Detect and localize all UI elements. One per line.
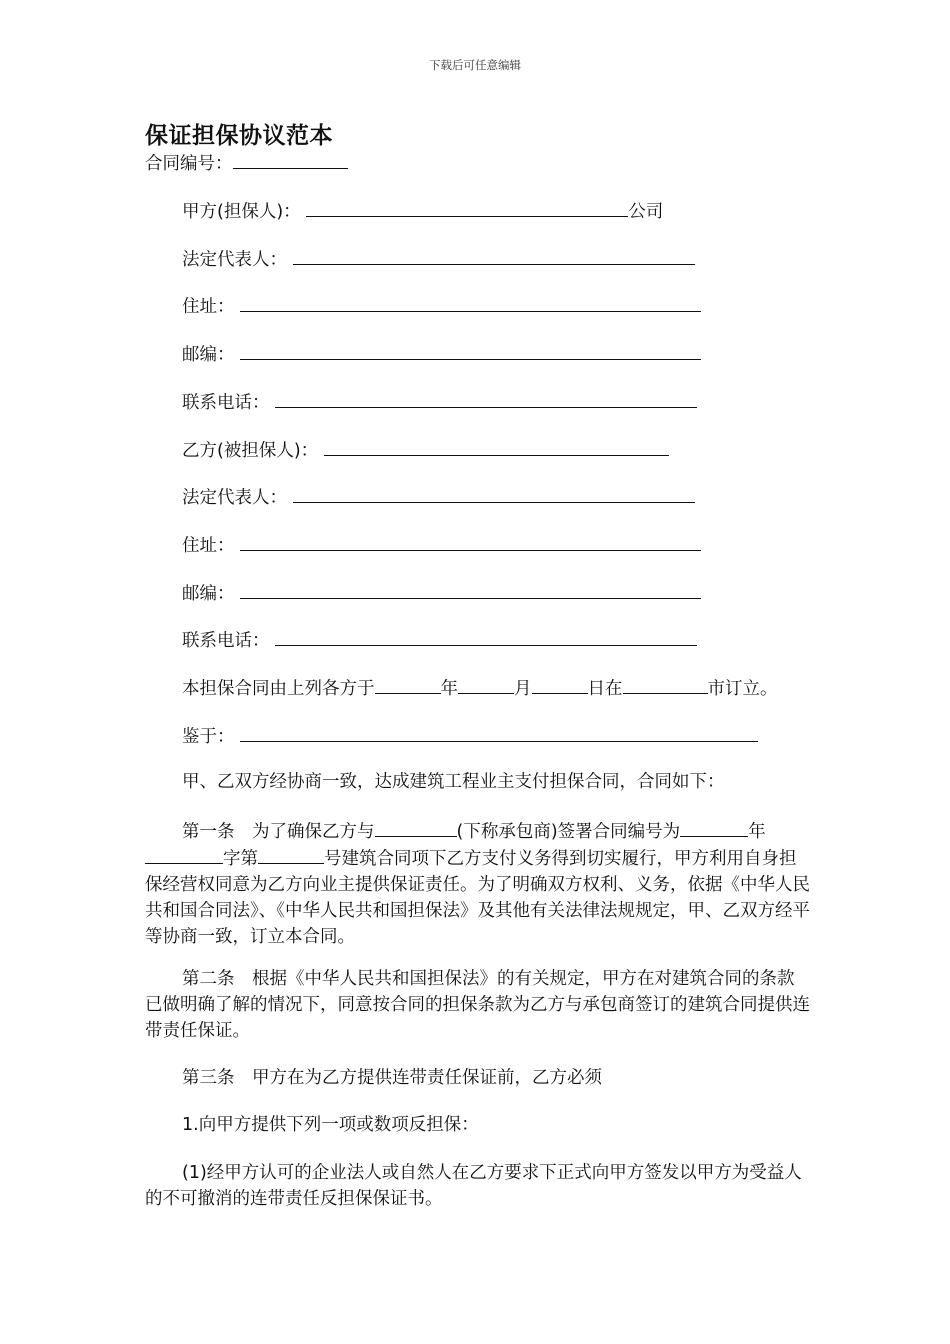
article-2-text: 第二条 根据《中华人民共和国担保法》的有关规定，甲方在对建筑合同的条款已做明确了解的情况下，同意按合同的担保条款为乙方与承包商签订的建筑合同提供连带责任保证。	[145, 969, 810, 1041]
party-a-phone-blank[interactable]	[275, 389, 697, 408]
party-a-rep-row	[182, 246, 695, 272]
contract-number-row	[145, 150, 348, 176]
party-a-rep-label: 法定代表人：	[182, 250, 287, 270]
party-b-address-blank[interactable]	[240, 532, 701, 551]
party-a-name-suffix: 公司	[628, 202, 664, 222]
party-b-postcode-row	[182, 580, 701, 606]
contract-number-blank[interactable]	[233, 150, 348, 169]
party-a-name-label: 甲方(担保人)：	[182, 202, 301, 222]
article-2	[145, 966, 810, 1044]
document-title: 保证担保协议范本	[145, 123, 333, 149]
article-3-text: 第三条 甲方在为乙方提供连带责任保证前，乙方必须	[182, 1068, 602, 1088]
item-1-1-text: (1)经甲方认可的企业法人或自然人在乙方要求下正式向甲方签发以甲方为受益人的不可撤消的连带责任反担保保证书。	[145, 1163, 802, 1209]
party-a-address-label: 住址：	[182, 297, 235, 317]
signing-text-1: 本担保合同由上列各方于	[182, 679, 375, 699]
whereas-label: 鉴于：	[182, 727, 235, 747]
article-1-serial-blank[interactable]	[258, 845, 324, 864]
article-1	[145, 818, 810, 950]
article-1-part-4: 字第	[223, 849, 258, 869]
party-b-phone-blank[interactable]	[275, 627, 697, 646]
party-b-rep-row	[182, 484, 695, 510]
party-a-postcode-row	[182, 341, 701, 367]
item-1	[145, 1112, 810, 1138]
party-a-phone-row	[182, 389, 697, 415]
party-a-phone-label: 联系电话：	[182, 393, 270, 413]
party-b-phone-label: 联系电话：	[182, 631, 270, 651]
party-a-postcode-blank[interactable]	[240, 341, 701, 360]
article-1-year-blank[interactable]	[145, 845, 223, 864]
party-a-rep-blank[interactable]	[293, 246, 695, 265]
signing-row	[182, 675, 778, 701]
article-1-contractor-blank[interactable]	[375, 818, 457, 837]
article-1-part-5: 号建筑合同项下乙方支付义务得到切实履行，甲方利用自身担保经营权同意为乙方向业主提供保证责任。为了明确双方权利、义务，依据《中华人民共和国合同法》、《中华人民共和国担保法》及其他有关法律法规规定，甲、乙双方经平等协商一致，订立本合同。	[145, 849, 810, 947]
party-b-name-label: 乙方(被担保人)：	[182, 441, 319, 461]
party-b-name-blank[interactable]	[324, 437, 669, 456]
party-b-name-row	[182, 437, 669, 463]
signing-city-blank[interactable]	[623, 675, 708, 694]
party-b-address-label: 住址：	[182, 536, 235, 556]
party-b-rep-label: 法定代表人：	[182, 488, 287, 508]
article-1-part-1: 第一条 为了确保乙方与	[182, 822, 375, 842]
intro-text: 甲、乙双方经协商一致，达成建筑工程业主支付担保合同，合同如下：	[182, 772, 725, 792]
signing-text-3: 月	[514, 679, 532, 699]
item-1-1	[145, 1160, 810, 1212]
party-a-address-row	[182, 293, 701, 319]
whereas-blank[interactable]	[240, 723, 758, 742]
signing-day-blank[interactable]	[532, 675, 588, 694]
party-a-name-blank[interactable]	[306, 198, 628, 217]
article-1-number-blank[interactable]	[680, 818, 748, 837]
article-3	[145, 1065, 810, 1091]
signing-text-5: 市订立。	[707, 679, 778, 699]
party-b-phone-row	[182, 627, 697, 653]
signing-year-blank[interactable]	[375, 675, 441, 694]
party-b-postcode-blank[interactable]	[240, 580, 701, 599]
signing-month-blank[interactable]	[458, 675, 514, 694]
item-1-text: 1.向甲方提供下列一项或数项反担保：	[182, 1115, 479, 1135]
page-header: 下载后可任意编辑	[429, 58, 521, 72]
article-1-part-2: (下称承包商)签署合同编号为	[456, 822, 681, 842]
party-a-name-row	[182, 198, 663, 224]
party-a-address-blank[interactable]	[240, 293, 701, 312]
contract-number-label: 合同编号：	[145, 154, 233, 174]
whereas-row	[182, 723, 758, 749]
party-b-postcode-label: 邮编：	[182, 584, 235, 604]
article-1-part-3: 年	[748, 822, 766, 842]
party-a-postcode-label: 邮编：	[182, 345, 235, 365]
party-b-rep-blank[interactable]	[293, 484, 695, 503]
signing-text-4: 日在	[587, 679, 623, 699]
party-b-address-row	[182, 532, 701, 558]
signing-text-2: 年	[440, 679, 458, 699]
